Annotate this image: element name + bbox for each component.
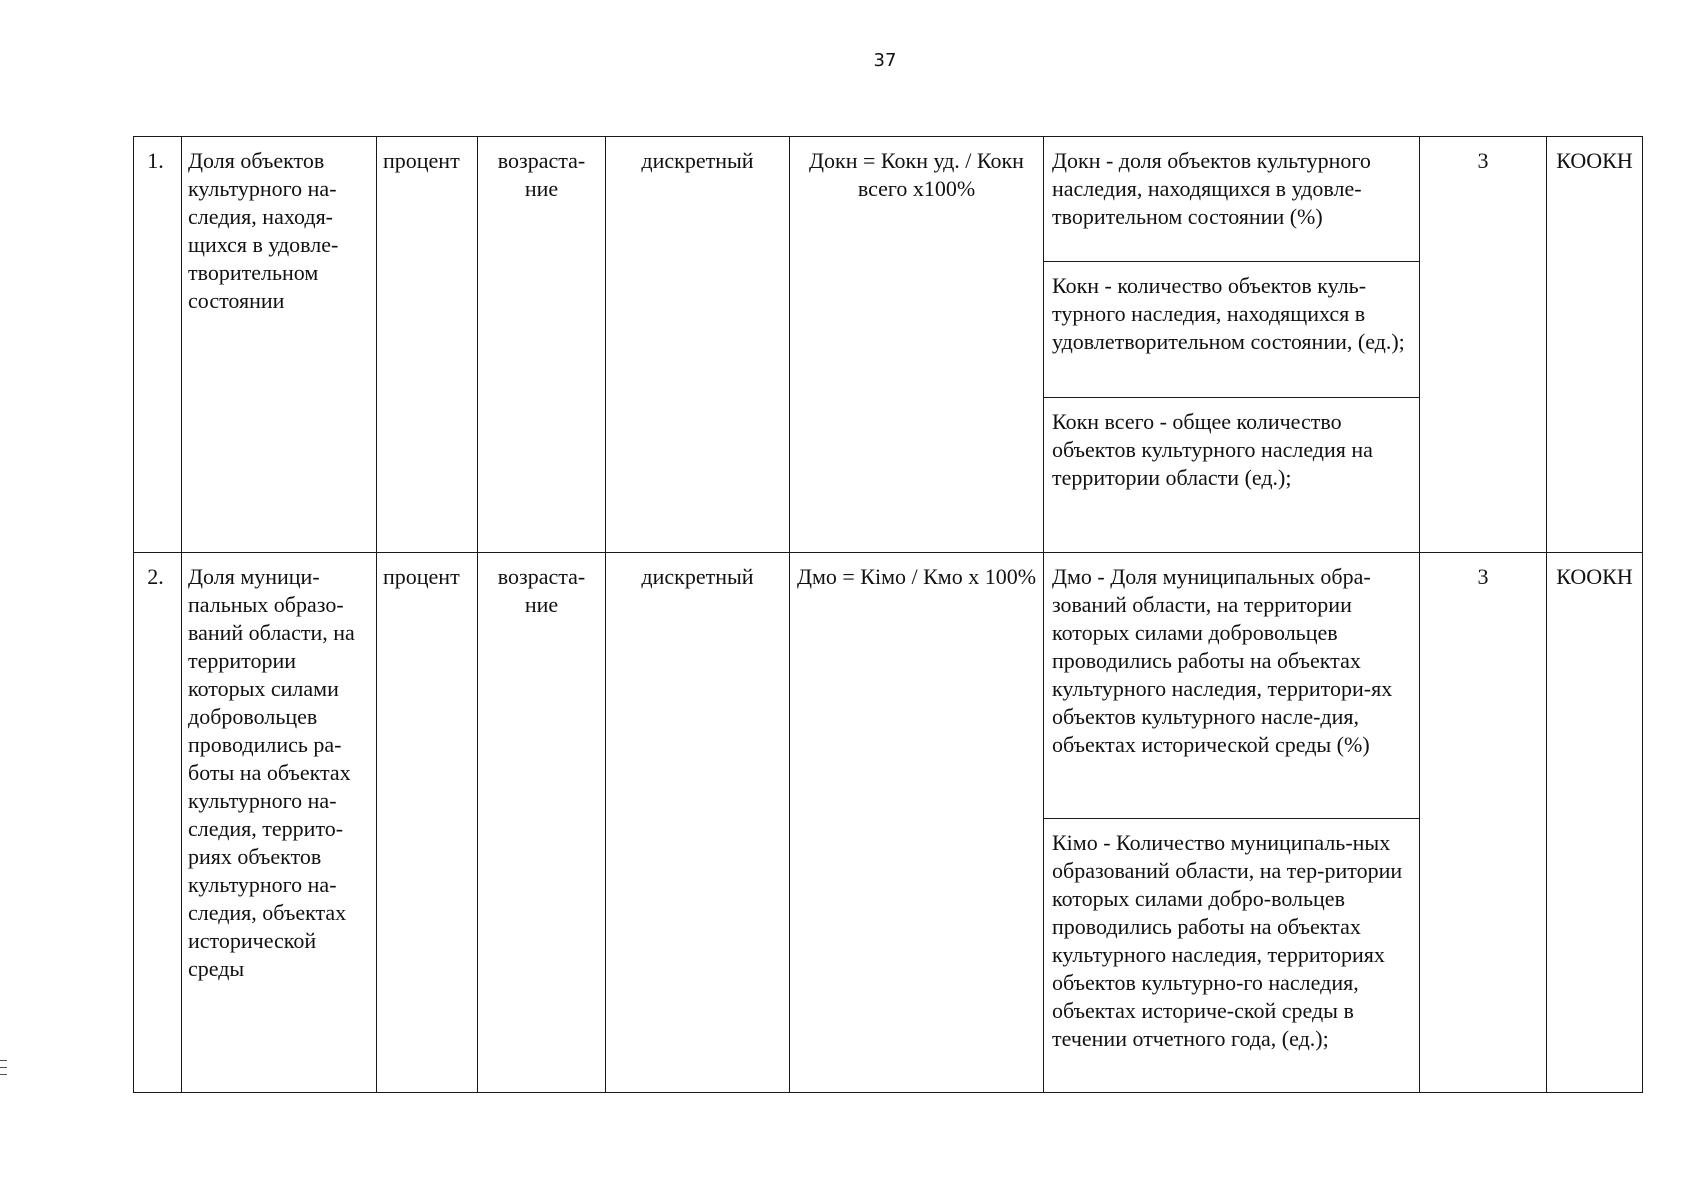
formula-cell: Докн = Кокн уд. / Кокн всего х100% bbox=[790, 137, 1044, 553]
table-row bbox=[134, 553, 1643, 1093]
formula-cell: Дмо = Кімо / Кмо х 100% bbox=[790, 553, 1044, 1093]
source-cell: 3 bbox=[1420, 553, 1547, 1093]
description-item: Дмо - Доля муниципальных обра-зований области, на территории которых силами добровольцев проводились работы на объектах культурного наследия, территори-ях объектов культурного насле-дия, объектах исторической среды (%) bbox=[1044, 553, 1419, 819]
type-cell: дискретный bbox=[606, 553, 790, 1093]
unit-cell: процент bbox=[377, 553, 478, 1093]
responsible-cell: КООКН bbox=[1547, 553, 1643, 1093]
table-row bbox=[134, 137, 1643, 553]
page-number: 37 bbox=[873, 50, 897, 71]
margin-tick bbox=[0, 1067, 7, 1068]
margin-marks bbox=[0, 1060, 10, 1081]
description-item: Кокн - количество объектов куль-турного наследия, находящихся в удовлетворительном состоянии, (ед.); bbox=[1044, 262, 1419, 398]
description-item: Кімо - Количество муниципаль-ных образований области, на тер-ритории которых силами добро-вольцев проводились работы на объектах культурного наследия, территориях объектов культурно-го наследия, объектах историче-ской среды в течении отчетного года, (ед.); bbox=[1052, 830, 1403, 1051]
indicators-table bbox=[133, 136, 1643, 1093]
margin-tick bbox=[0, 1060, 7, 1061]
description-item: Кокн всего - общее количество объектов культурного наследия на территории области (ед.); bbox=[1052, 409, 1373, 490]
indicator-name: Доля объектов культурного на-следия, находя-щихся в удовле-творительном состоянии bbox=[182, 137, 377, 553]
description-item: Докн - доля объектов культурного наследия, находящихся в удовле-творительном состоянии (%) bbox=[1044, 137, 1419, 262]
margin-tick bbox=[0, 1074, 7, 1075]
responsible-cell: КООКН bbox=[1547, 137, 1643, 553]
row-number: 2. bbox=[134, 553, 182, 1093]
direction-cell: возраста-ние bbox=[478, 553, 606, 1093]
indicator-name: Доля муници-пальных образо-ваний области, на территории которых силами добровольцев проводились ра-боты на объектах культурного на-следия, террито-риях объектов культурного на-следия, объектах исторической среды bbox=[182, 553, 377, 1093]
direction-cell: возраста-ние bbox=[478, 137, 606, 553]
unit-cell: процент bbox=[377, 137, 478, 553]
type-cell: дискретный bbox=[606, 137, 790, 553]
descriptions-cell bbox=[1044, 137, 1420, 553]
descriptions-cell bbox=[1044, 553, 1420, 1093]
row-number: 1. bbox=[134, 137, 182, 553]
source-cell: 3 bbox=[1420, 137, 1547, 553]
